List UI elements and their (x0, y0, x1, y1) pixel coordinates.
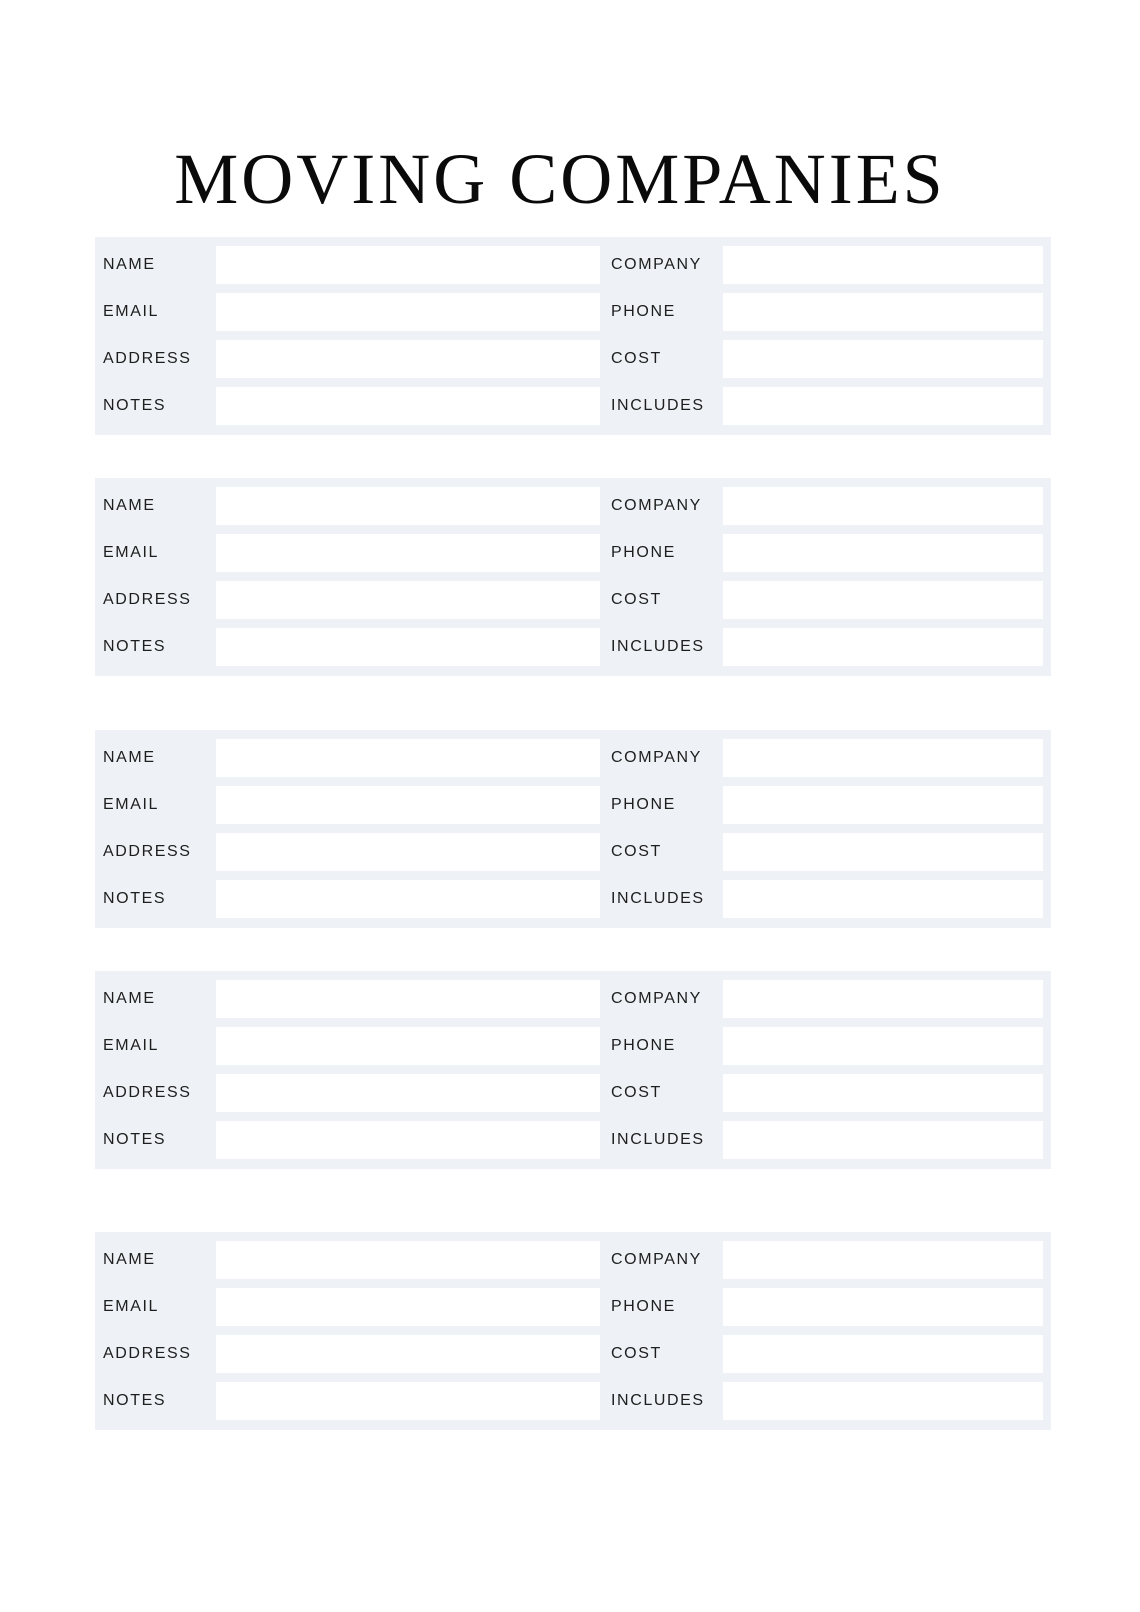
company-field[interactable] (723, 1241, 1043, 1279)
notes-includes-row (95, 1382, 1051, 1420)
company-field[interactable] (723, 246, 1043, 284)
name-company-row (95, 980, 1051, 1018)
name-company-row (95, 739, 1051, 777)
email-field[interactable] (216, 1288, 600, 1326)
notes-includes-row (95, 387, 1051, 425)
company-field[interactable] (723, 739, 1043, 777)
phone-label: PHONE (611, 544, 676, 561)
company-field[interactable] (723, 487, 1043, 525)
company-entry-4 (95, 971, 1051, 1169)
company-field[interactable] (723, 980, 1043, 1018)
email-phone-row (95, 1288, 1051, 1326)
company-entry-1 (95, 237, 1051, 435)
notes-label: NOTES (103, 397, 167, 414)
includes-field[interactable] (723, 387, 1043, 425)
address-label: ADDRESS (103, 350, 192, 367)
includes-field[interactable] (723, 1121, 1043, 1159)
includes-field[interactable] (723, 628, 1043, 666)
name-field[interactable] (216, 246, 600, 284)
phone-label: PHONE (611, 796, 676, 813)
company-label: COMPANY (611, 990, 702, 1007)
email-phone-row (95, 1027, 1051, 1065)
email-label: EMAIL (103, 796, 160, 813)
email-label: EMAIL (103, 544, 160, 561)
page-title: MOVING COMPANIES (174, 139, 946, 220)
cost-field[interactable] (723, 1335, 1043, 1373)
address-label: ADDRESS (103, 843, 192, 860)
cost-label: COST (611, 1084, 662, 1101)
cost-label: COST (611, 843, 662, 860)
company-label: COMPANY (611, 256, 702, 273)
cost-label: COST (611, 591, 662, 608)
notes-field[interactable] (216, 880, 600, 918)
phone-field[interactable] (723, 786, 1043, 824)
phone-label: PHONE (611, 303, 676, 320)
notes-label: NOTES (103, 638, 167, 655)
address-label: ADDRESS (103, 591, 192, 608)
address-field[interactable] (216, 581, 600, 619)
notes-field[interactable] (216, 1382, 600, 1420)
address-cost-row (95, 581, 1051, 619)
notes-label: NOTES (103, 1131, 167, 1148)
email-label: EMAIL (103, 1037, 160, 1054)
name-label: NAME (103, 1251, 156, 1268)
email-field[interactable] (216, 293, 600, 331)
phone-label: PHONE (611, 1298, 676, 1315)
email-label: EMAIL (103, 303, 160, 320)
includes-label: INCLUDES (611, 1131, 705, 1148)
name-field[interactable] (216, 739, 600, 777)
notes-label: NOTES (103, 1392, 167, 1409)
notes-field[interactable] (216, 1121, 600, 1159)
company-entry-3 (95, 730, 1051, 928)
name-label: NAME (103, 256, 156, 273)
cost-field[interactable] (723, 340, 1043, 378)
address-label: ADDRESS (103, 1345, 192, 1362)
email-field[interactable] (216, 1027, 600, 1065)
notes-includes-row (95, 880, 1051, 918)
includes-field[interactable] (723, 1382, 1043, 1420)
cost-field[interactable] (723, 581, 1043, 619)
notes-includes-row (95, 1121, 1051, 1159)
email-phone-row (95, 293, 1051, 331)
email-label: EMAIL (103, 1298, 160, 1315)
name-company-row (95, 246, 1051, 284)
name-label: NAME (103, 749, 156, 766)
includes-label: INCLUDES (611, 890, 705, 907)
email-phone-row (95, 534, 1051, 572)
cost-field[interactable] (723, 833, 1043, 871)
name-company-row (95, 487, 1051, 525)
cost-field[interactable] (723, 1074, 1043, 1112)
email-field[interactable] (216, 786, 600, 824)
cost-label: COST (611, 1345, 662, 1362)
phone-field[interactable] (723, 1027, 1043, 1065)
email-field[interactable] (216, 534, 600, 572)
includes-label: INCLUDES (611, 1392, 705, 1409)
includes-label: INCLUDES (611, 397, 705, 414)
notes-field[interactable] (216, 387, 600, 425)
phone-field[interactable] (723, 534, 1043, 572)
company-entry-2 (95, 478, 1051, 676)
company-entry-5 (95, 1232, 1051, 1430)
phone-field[interactable] (723, 1288, 1043, 1326)
address-label: ADDRESS (103, 1084, 192, 1101)
name-field[interactable] (216, 487, 600, 525)
company-label: COMPANY (611, 749, 702, 766)
address-cost-row (95, 1074, 1051, 1112)
address-cost-row (95, 833, 1051, 871)
notes-includes-row (95, 628, 1051, 666)
company-label: COMPANY (611, 497, 702, 514)
phone-label: PHONE (611, 1037, 676, 1054)
company-label: COMPANY (611, 1251, 702, 1268)
email-phone-row (95, 786, 1051, 824)
includes-field[interactable] (723, 880, 1043, 918)
name-company-row (95, 1241, 1051, 1279)
includes-label: INCLUDES (611, 638, 705, 655)
name-field[interactable] (216, 980, 600, 1018)
name-label: NAME (103, 497, 156, 514)
notes-field[interactable] (216, 628, 600, 666)
name-label: NAME (103, 990, 156, 1007)
address-field[interactable] (216, 833, 600, 871)
phone-field[interactable] (723, 293, 1043, 331)
address-field[interactable] (216, 1335, 600, 1373)
address-field[interactable] (216, 1074, 600, 1112)
notes-label: NOTES (103, 890, 167, 907)
cost-label: COST (611, 350, 662, 367)
name-field[interactable] (216, 1241, 600, 1279)
address-cost-row (95, 1335, 1051, 1373)
address-field[interactable] (216, 340, 600, 378)
address-cost-row (95, 340, 1051, 378)
